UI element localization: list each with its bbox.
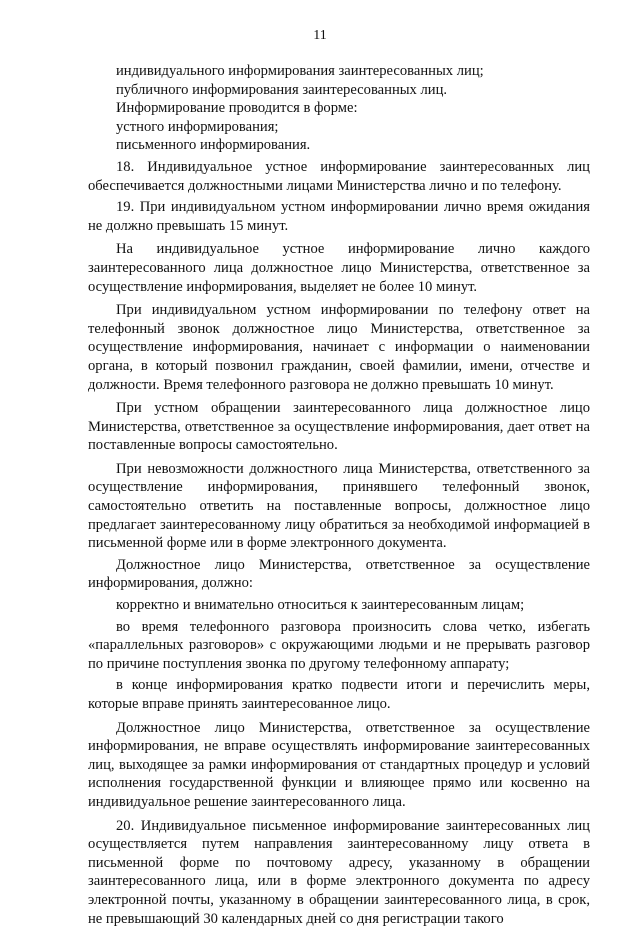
paragraph: корректно и внимательно относиться к заинтересованным лицам; (116, 597, 525, 614)
paragraph: 20. Индивидуальное письменное информирование заинтересованных лиц осуществляется путем направления заинтересованному лицу ответа в письменной форме по почтовому адресу, указанному в обращении заинтересованного лица, или в форме электронного документа по адресу электронной почты, указанному в обращении заинтересованного лица, в срок, не превышающий 30 календарных дней со дня регистрации такого (88, 817, 590, 927)
paragraph: 18. Индивидуальное устное информирование заинтересованных лиц обеспечивается должностными лицами Министерства лично и по телефону. (88, 158, 590, 194)
paragraph: Информирование проводится в форме: (116, 100, 358, 117)
paragraph: При индивидуальном устном информировании по телефону ответ на телефонный звонок должностное лицо Министерства, ответственное за осуществление информирования, начинает с информации о наименовании органа, в который позвонил гражданин, своей фамилии, имени, отчестве и должности. Время телефонного разговора не должно превышать 10 минут. (88, 302, 590, 393)
paragraph: Должностное лицо Министерства, ответственное за осуществление информирования, должно: (88, 556, 590, 592)
paragraph: 19. При индивидуальном устном информировании лично время ожидания не должно превышать 15 минут. (88, 199, 590, 234)
paragraph: При устном обращении заинтересованного лица должностное лицо Министерства, ответственное за осуществление информирования, дает ответ на поставленные вопросы самостоятельно. (88, 400, 590, 454)
document-body (88, 62, 590, 928)
paragraph: письменного информирования. (116, 137, 311, 154)
paragraph: При невозможности должностного лица Министерства, ответственного за осуществление информирования, принявшего телефонный звонок, самостоятельно ответить на поставленные вопросы, должностное лицо предлагает заинтересованному лицу обратиться за необходимой информацией в письменной форме или в форме электронного документа. (88, 460, 590, 552)
paragraph: публичного информирования заинтересованных лиц. (116, 81, 448, 98)
page-number: 11 (313, 28, 327, 43)
paragraph: во время телефонного разговора произносить слова четко, избегать «параллельных разговоров» с окружающими людьми и не прерывать разговор по причине поступления звонка по другому телефонному аппарату; (88, 618, 590, 672)
paragraph: в конце информирования кратко подвести итоги и перечислить меры, которые вправе принять заинтересованное лицо. (88, 677, 590, 712)
paragraph: Должностное лицо Министерства, ответственное за осуществление информирования, не вправе осуществлять информирование заинтересованных лиц, выходящее за рамки информирования от стандартных процедур и условий исполнения государственной функции и влияющее прямо или косвенно на индивидуальное решение заинтересованного лица. (88, 719, 590, 810)
paragraph: индивидуального информирования заинтересованных лиц; (116, 63, 484, 79)
paragraph: На индивидуальное устное информирование лично каждого заинтересованного лица должностное лицо Министерства, ответственное за осуществление информирования, выделяет не более 10 минут. (88, 241, 590, 295)
paragraph: устного информирования; (116, 118, 279, 135)
